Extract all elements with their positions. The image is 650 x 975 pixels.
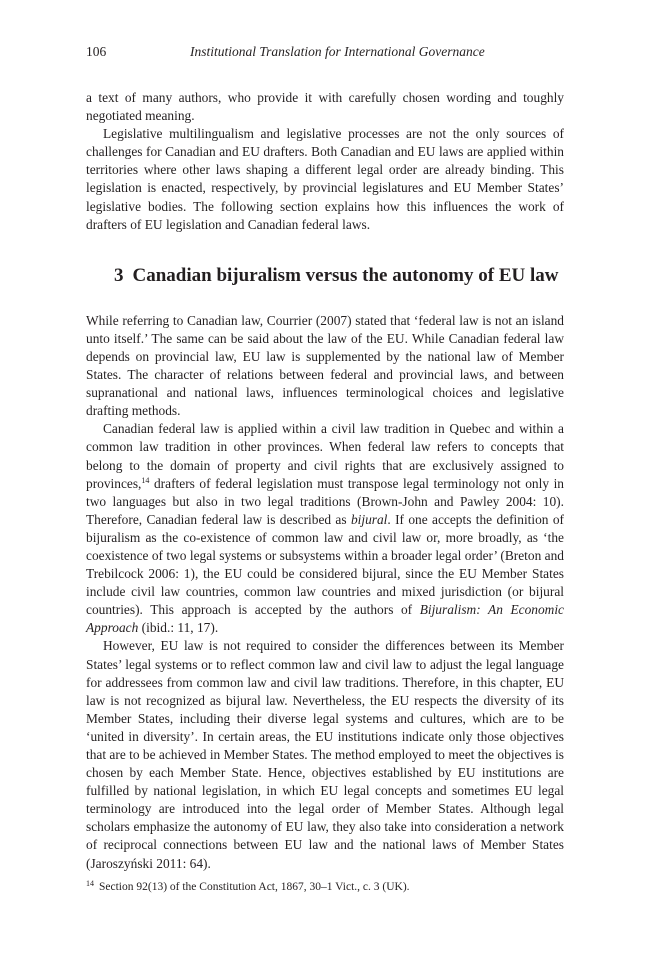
- section-heading: [86, 264, 564, 288]
- footnote: [86, 876, 564, 895]
- book-title: Bijuralism: An Economic Approach: [86, 602, 564, 636]
- italic-term-bijural: bijural: [350, 511, 388, 527]
- section-number: 3: [114, 264, 124, 286]
- footnote-text: Section 92(13) of the Constitution Act, 1867, 30–1 Vict., c. 3 (UK).: [99, 881, 410, 893]
- paragraph-continued: a text of many authors, who provide it with carefully chosen wording and toughly negotiated meaning.: [86, 90, 564, 124]
- footnote-reference: 14: [141, 475, 150, 485]
- paragraph-bijuralism: Canadian federal law is applied within a civil law tradition in Quebec and within a common law tradition in other provinces. When federal law refers to concepts that belong to the domain of property and civil rights that are exclusively assigned to provinces,$^{14}$ drafters of federal legislation must transpose legal terminology not only in two languages but also in two legal traditions (Brown-John and Pawley 2004: 10). Therefore, Canadian federal law is described as bijural. If one accepts the definition of bijuralism as the co-existence of common law and civil law or, more broadly, as ‘the coexistence of two legal systems or subsystems within a broader legal order’ (Breton and Trebilcock 2006: 1), the EU could be considered bijural, since the EU Member States include civil law countries, common law countries and mixed jurisdiction (or bijural countries). This approach is accepted by the authors of Bijuralism: An Economic Approach (ibid.: 11, 17).: [86, 421, 564, 636]
- paragraph-courrier: While referring to Canadian law, Courrier (2007) stated that ‘federal law is not an island unto itself.’ The same can be said about the law of the EU. While Canadian federal law depends on provincial law, EU law is supplemented by the national law of Member States. The character of relations between federal and provincial laws, and between supranational and national laws, influences terminological choices and legislative drafting methods.: [86, 312, 564, 419]
- paragraph-eu-law: However, EU law is not required to consider the differences between its Member States’ legal systems or to reflect common law and civil law to adjust the legal language for addressees from common law and civil law traditions. Therefore, in this chapter, EU law is not recognized as bijural law. Nevertheless, the EU respects the diversity of its Member States, including their diverse legal systems and cultures, which are to be ‘united in diversity’. In certain areas, the EU institutions indicate only those objectives that are to be achieved in Member States. The method employed to meet the objectives is chosen by each Member State. Hence, objectives established by EU institutions are fulfilled by national legislation, in which EU legal concepts and sometimes EU legal terminology are introduced into the legal order of Member States. Although legal scholars emphasize the autonomy of EU law, they also take into consideration a network of reciprocal connections between EU law and the national laws of Member States (Jaroszyński 2011: 64).: [86, 638, 564, 871]
- paragraph-challenges: Legislative multilingualism and legislative processes are not the only sources of challenges for Canadian and EU drafters. Both Canadian and EU laws are applied within territories where other laws shaping a different legal order are already binding. This legislation is enacted, respectively, by provincial legislatures and EU Member States’ legislative bodies. The following section explains how this influences the work of drafters of EU legislation and Canadian federal laws.: [86, 126, 564, 232]
- page-number: 106: [86, 44, 107, 59]
- main-text: [86, 89, 564, 873]
- footnote-mark: 14: [86, 879, 94, 888]
- section-title: Canadian bijuralism versus the autonomy of EU law: [132, 264, 559, 286]
- running-title: Institutional Translation for International Governance: [190, 44, 485, 59]
